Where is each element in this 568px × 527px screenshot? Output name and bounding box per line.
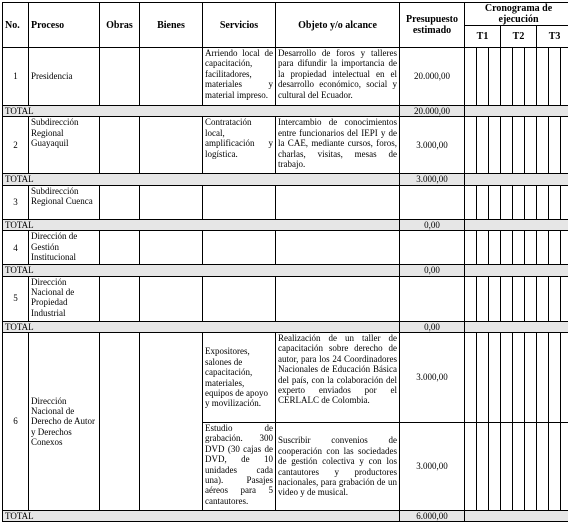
schedule-cell [537, 333, 549, 423]
total-value: 6.000,00 [400, 511, 465, 522]
schedule-cell [465, 276, 477, 321]
schedule-cell [525, 276, 537, 321]
schedule-cell [465, 231, 477, 265]
schedule-cell [549, 117, 561, 174]
schedule-cell [489, 117, 501, 174]
objeto-cell [276, 276, 400, 321]
schedule-cell [513, 48, 525, 106]
total-row [3, 174, 568, 185]
header-obras: Obras [100, 3, 140, 48]
total-schedule-filler [465, 321, 568, 332]
servicios-cell [203, 276, 276, 321]
schedule-cell [525, 48, 537, 106]
schedule-cell [501, 185, 513, 219]
schedule-cell [537, 423, 549, 511]
row-number: 4 [3, 231, 29, 265]
header-no: No. [3, 3, 29, 48]
proceso-cell: Presidencia [29, 48, 100, 106]
header-cronograma: Cronograma de ejecución [465, 3, 568, 26]
schedule-cell [501, 333, 513, 423]
presupuesto-cell: 3.000,00 [400, 117, 465, 174]
schedule-cell [549, 231, 561, 265]
header-t2: T2 [501, 26, 537, 48]
total-schedule-filler [465, 219, 568, 230]
schedule-cell [477, 276, 489, 321]
schedule-cell [465, 423, 477, 511]
table-row [3, 185, 568, 219]
schedule-cell [489, 333, 501, 423]
total-schedule-filler [465, 511, 568, 522]
schedule-cell [477, 231, 489, 265]
total-row [3, 321, 568, 332]
schedule-cell [525, 231, 537, 265]
objeto-cell: Realización de un taller de capacitación sobre derecho de autor, para los 24 Coordinadores Nacionales de Educación Básica del país, con la colaboración del experto enviados por el CERLALC de Colombia. [276, 333, 400, 423]
schedule-cell [561, 333, 568, 423]
presupuesto-cell: 3.000,00 [400, 423, 465, 511]
schedule-cell [525, 333, 537, 423]
row-number: 6 [3, 333, 29, 511]
schedule-cell [561, 117, 568, 174]
total-schedule-filler [465, 174, 568, 185]
schedule-cell [477, 117, 489, 174]
schedule-cell [489, 276, 501, 321]
obras-cell [100, 276, 140, 321]
schedule-cell [525, 117, 537, 174]
total-label: TOTAL [3, 511, 400, 522]
table-row [3, 48, 568, 106]
total-label: TOTAL [3, 219, 400, 230]
schedule-cell [513, 231, 525, 265]
schedule-cell [525, 423, 537, 511]
servicios-cell [203, 185, 276, 219]
table-row [3, 117, 568, 174]
schedule-cell [477, 185, 489, 219]
schedule-cell [489, 185, 501, 219]
total-label: TOTAL [3, 321, 400, 332]
proceso-cell: Dirección Nacional de Derecho de Autor y Derechos Conexos [29, 333, 100, 511]
objeto-cell: Desarrollo de foros y talleres para difundir la importancia de la propiedad intelectual en el desarrollo económico, social y cultural del Ecuador. [276, 48, 400, 106]
schedule-cell [537, 276, 549, 321]
servicios-cell: Estudio de grabación. 300 DVD (30 cajas de DVD, de 10 unidades cada una). Pasajes aéreos para 5 cantautores. [203, 423, 276, 511]
proceso-cell: Subdirección Regional Guayaquil [29, 117, 100, 174]
schedule-cell [513, 276, 525, 321]
obras-cell [100, 231, 140, 265]
row-number: 3 [3, 185, 29, 219]
schedule-cell [537, 117, 549, 174]
schedule-cell [549, 276, 561, 321]
obras-cell [100, 333, 140, 511]
procurement-plan-table [2, 2, 568, 522]
schedule-cell [537, 231, 549, 265]
total-schedule-filler [465, 265, 568, 276]
schedule-cell [501, 117, 513, 174]
row-number: 2 [3, 117, 29, 174]
presupuesto-cell [400, 185, 465, 219]
schedule-cell [513, 333, 525, 423]
schedule-cell [501, 231, 513, 265]
total-row [3, 265, 568, 276]
obras-cell [100, 48, 140, 106]
obras-cell [100, 185, 140, 219]
servicios-cell [203, 231, 276, 265]
proceso-cell: Dirección de Gestión Institucional [29, 231, 100, 265]
proceso-cell: Subdirección Regional Cuenca [29, 185, 100, 219]
schedule-cell [549, 333, 561, 423]
header-bienes: Bienes [140, 3, 203, 48]
schedule-cell [465, 117, 477, 174]
schedule-cell [549, 48, 561, 106]
servicios-cell: Contratación local, amplificación y logística. [203, 117, 276, 174]
schedule-cell [489, 423, 501, 511]
objeto-cell: Suscribir convenios de cooperación con las sociedades de gestión colectiva y con los cantautores y productores nacionales, para grabación de un video y de musical. [276, 423, 400, 511]
objeto-cell [276, 231, 400, 265]
total-label: TOTAL [3, 106, 400, 117]
presupuesto-cell: 3.000,00 [400, 333, 465, 423]
schedule-cell [513, 185, 525, 219]
total-value: 3.000,00 [400, 174, 465, 185]
schedule-cell [561, 276, 568, 321]
schedule-cell [549, 185, 561, 219]
total-value: 0,00 [400, 321, 465, 332]
servicios-cell: Arriendo local de capacitación, facilitadores, materiales y material impreso. [203, 48, 276, 106]
schedule-cell [501, 48, 513, 106]
servicios-cell: Expositores, salones de capacitación, materiales, equipos de apoyo y movilización. [203, 333, 276, 423]
schedule-cell [513, 117, 525, 174]
schedule-cell [477, 48, 489, 106]
header-proceso: Proceso [29, 3, 100, 48]
bienes-cell [140, 276, 203, 321]
total-row [3, 511, 568, 522]
total-value: 20.000,00 [400, 106, 465, 117]
row-number: 5 [3, 276, 29, 321]
presupuesto-cell [400, 276, 465, 321]
table-row [3, 231, 568, 265]
total-row [3, 106, 568, 117]
bienes-cell [140, 48, 203, 106]
bienes-cell [140, 117, 203, 174]
schedule-cell [561, 423, 568, 511]
header-t1: T1 [465, 26, 501, 48]
header-t3: T3 [537, 26, 568, 48]
header-servicios: Servicios [203, 3, 276, 48]
presupuesto-cell [400, 231, 465, 265]
presupuesto-cell: 20.000,00 [400, 48, 465, 106]
total-value: 0,00 [400, 219, 465, 230]
table-row [3, 333, 568, 423]
total-value: 0,00 [400, 265, 465, 276]
schedule-cell [501, 276, 513, 321]
total-label: TOTAL [3, 265, 400, 276]
schedule-cell [561, 48, 568, 106]
schedule-cell [477, 423, 489, 511]
schedule-cell [561, 185, 568, 219]
schedule-cell [513, 423, 525, 511]
procurement-plan-table-container [2, 2, 568, 522]
schedule-cell [561, 231, 568, 265]
schedule-cell [537, 48, 549, 106]
schedule-cell [489, 48, 501, 106]
objeto-cell [276, 185, 400, 219]
header-row [3, 3, 568, 26]
schedule-cell [501, 423, 513, 511]
schedule-cell [465, 48, 477, 106]
total-schedule-filler [465, 106, 568, 117]
bienes-cell [140, 231, 203, 265]
schedule-cell [489, 231, 501, 265]
schedule-cell [477, 333, 489, 423]
header-presupuesto: Presupuesto estimado [400, 3, 465, 48]
obras-cell [100, 117, 140, 174]
schedule-cell [465, 185, 477, 219]
table-row [3, 276, 568, 321]
header-objeto: Objeto y/o alcance [276, 3, 400, 48]
objeto-cell: Intercambio de conocimientos entre funcionarios del IEPI y de la CAE, mediante cursos, foros, charlas, visitas, mesas de trabajo. [276, 117, 400, 174]
row-number: 1 [3, 48, 29, 106]
schedule-cell [537, 185, 549, 219]
schedule-cell [465, 333, 477, 423]
bienes-cell [140, 333, 203, 511]
schedule-cell [525, 185, 537, 219]
proceso-cell: Dirección Nacional de Propiedad Industrial [29, 276, 100, 321]
bienes-cell [140, 185, 203, 219]
schedule-cell [549, 423, 561, 511]
total-label: TOTAL [3, 174, 400, 185]
total-row [3, 219, 568, 230]
